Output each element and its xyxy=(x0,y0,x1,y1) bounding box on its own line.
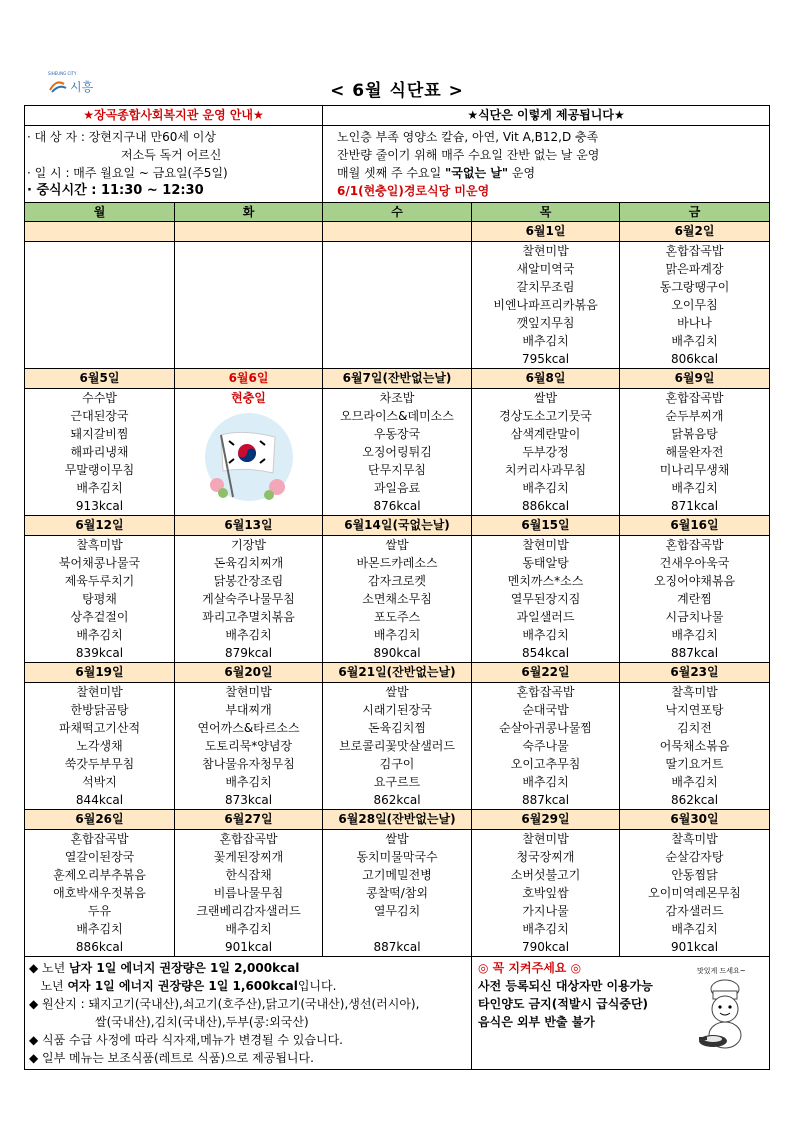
menu-item: 게살숙주나물무침 xyxy=(202,592,295,606)
date-row xyxy=(25,369,770,389)
menu-item: 멘치까스*소스 xyxy=(507,574,584,588)
menu-item: 파채떡고기산적 xyxy=(58,721,141,735)
menu-item: 쑥갓두부무침 xyxy=(64,757,135,771)
menu-cell-fri xyxy=(620,242,770,369)
menu-item: 시금치나물 xyxy=(665,610,724,624)
menu-item: 훈제오리부추볶음 xyxy=(53,868,146,882)
menu-item: 삼색계란말이 xyxy=(510,427,581,441)
menu-item: 돼지갈비찜 xyxy=(70,427,129,441)
menu-item: 치커리사과무침 xyxy=(504,463,587,477)
menu-item: 김구이 xyxy=(379,757,415,771)
menu-item: 두유 xyxy=(87,904,112,918)
date-cell-wed xyxy=(323,222,472,242)
target-line: · 대 상 자 : 장현지구내 만60세 이상 xyxy=(27,130,216,144)
weekday-fri: 금 xyxy=(620,203,770,222)
menu-item: 계란찜 xyxy=(677,592,712,606)
menu-item: 오이고추무침 xyxy=(510,757,581,771)
menu-cell-wed xyxy=(323,242,472,369)
menu-item: 소면채소무침 xyxy=(362,592,432,606)
menu-item: 배추김치 xyxy=(671,334,718,348)
menu-item: 찰흑미밥 xyxy=(671,832,718,846)
menu-cell-tue xyxy=(175,830,323,957)
menu-item: 동태알탕 xyxy=(522,556,569,570)
menu-item: 요구르트 xyxy=(373,775,421,789)
rule-registered: 사전 등록되신 대상자만 이용가능 xyxy=(478,979,653,993)
menu-item: 새알미역국 xyxy=(516,262,575,276)
nutrition-line: 노인층 부족 영양소 칼슘, 아연, Vit A,B12,D 충족 xyxy=(337,130,599,144)
menu-item: 깻잎지무침 xyxy=(516,316,575,330)
menu-cell-wed xyxy=(323,536,472,663)
date-row xyxy=(25,222,770,242)
menu-cell-mon xyxy=(25,389,175,516)
page-title: < 6월 식단표 > xyxy=(330,81,464,101)
menu-item: 바몬드카레소스 xyxy=(356,556,438,570)
calorie-value: 890kcal xyxy=(373,646,421,660)
male-energy-note: ◆ 노년 남자 1일 에너지 권장량은 1일 2,000kcal xyxy=(29,961,300,975)
menu-item: 찰현미밥 xyxy=(522,244,569,258)
menu-item: 크랜베리감자샐러드 xyxy=(196,904,301,918)
date-cell-fri: 6월30일 xyxy=(620,810,770,830)
menu-cell-wed xyxy=(323,389,472,516)
menu-item: 오므라이스&데미소스 xyxy=(340,409,454,423)
date-cell-mon: 6월19일 xyxy=(25,663,175,683)
menu-item: 꽃게된장찌개 xyxy=(213,850,284,864)
meal-info-header: ★식단은 이렇게 제공됩니다★ xyxy=(323,106,770,126)
menu-item: 숙주나물 xyxy=(522,739,569,753)
center-info xyxy=(25,126,323,203)
menu-item: 비름나물무침 xyxy=(213,886,284,900)
menu-item: 배추김치 xyxy=(671,922,718,936)
date-cell-wed: 6월28일(잔반없는날) xyxy=(323,810,472,830)
menu-item: 과일음료 xyxy=(373,481,421,495)
calorie-value: 886kcal xyxy=(521,499,570,513)
menu-item: 동치미물막국수 xyxy=(356,850,438,864)
menu-item: 포도주스 xyxy=(373,610,421,624)
date-cell-tue: 6월6일 xyxy=(175,369,323,389)
menu-item: 경상도소고기뭇국 xyxy=(499,409,592,423)
weekday-header-row xyxy=(25,203,770,222)
date-cell-thu: 6월29일 xyxy=(472,810,620,830)
lunch-hours: · 중식시간 : 11:30 ~ 12:30 xyxy=(27,183,204,198)
menu-item: 닭봉간장조림 xyxy=(213,574,284,588)
menu-item: 바나나 xyxy=(677,316,712,330)
date-cell-fri: 6월23일 xyxy=(620,663,770,683)
date-cell-thu: 6월15일 xyxy=(472,516,620,536)
menu-cell-thu xyxy=(472,830,620,957)
meal-info xyxy=(323,126,770,203)
menu-item: 도토리묵*양념장 xyxy=(204,739,293,753)
menu-item: 찰현미밥 xyxy=(522,832,569,846)
calorie-value: 806kcal xyxy=(670,352,719,366)
menu-item: 순두부찌개 xyxy=(665,409,724,423)
menu-item: 탕평채 xyxy=(82,592,117,606)
menu-item: 청국장찌개 xyxy=(516,850,575,864)
menu-item: 혼합잡곡밥 xyxy=(665,538,724,552)
calorie-value: 844kcal xyxy=(75,793,124,807)
menu-row xyxy=(25,830,770,957)
menu-cell-mon xyxy=(25,536,175,663)
weekday-wed: 수 xyxy=(323,203,472,222)
menu-item: 감자크로켓 xyxy=(368,574,426,588)
menu-item: 한식잡채 xyxy=(225,868,272,882)
menu-item: 순대국밥 xyxy=(522,703,569,717)
menu-item: 시래기된장국 xyxy=(362,703,432,717)
menu-item: 배추김치 xyxy=(225,775,272,789)
menu-item: 열무된장지짐 xyxy=(510,592,581,606)
menu-item: 배추김치 xyxy=(76,922,123,936)
menu-item: 근대된장국 xyxy=(70,409,129,423)
menu-item: 쌀밥 xyxy=(533,391,558,405)
menu-cell-mon xyxy=(25,683,175,810)
calorie-value: 790kcal xyxy=(521,940,570,954)
calorie-value: 862kcal xyxy=(670,793,719,807)
menu-item: 두부강정 xyxy=(522,445,569,459)
calorie-value: 879kcal xyxy=(224,646,273,660)
menu-item: 쌀밥 xyxy=(385,538,409,552)
menu-row xyxy=(25,536,770,663)
menu-item: 단무지무침 xyxy=(368,463,426,477)
menu-item: 콩찰떡/참외 xyxy=(366,886,429,900)
menu-item: 어묵채소볶음 xyxy=(659,739,730,753)
menu-item: 배추김치 xyxy=(522,775,569,789)
menu-item: 배추김치 xyxy=(522,628,569,642)
female-energy-note: 노년 여자 1일 에너지 권장량은 1일 1,600kcal입니다. xyxy=(29,979,337,993)
menu-item: 혼합잡곡밥 xyxy=(70,832,129,846)
menu-item: 딸기요거트 xyxy=(665,757,724,771)
no-leftover-line: 잔반량 줄이기 위해 매주 수요일 잔반 없는 날 운영 xyxy=(337,148,600,162)
calorie-value: 862kcal xyxy=(373,793,421,807)
menu-item: 해파리냉채 xyxy=(70,445,129,459)
meal-plan-table xyxy=(24,105,770,1070)
menu-item: 갈치무조림 xyxy=(516,280,575,294)
menu-item: 상추겉절이 xyxy=(70,610,129,624)
date-row xyxy=(25,663,770,683)
menu-item: 오이미역레몬무침 xyxy=(648,886,741,900)
menu-cell-wed xyxy=(323,830,472,957)
menu-item: 제육두루치기 xyxy=(64,574,135,588)
menu-item: 배추김치 xyxy=(76,481,123,495)
menu-item: 연어까스&타르소스 xyxy=(197,721,300,735)
menu-item: 배추김치 xyxy=(671,775,718,789)
menu-item: 우동장국 xyxy=(373,427,421,441)
calorie-value: 876kcal xyxy=(373,499,421,513)
menu-item: 차조밥 xyxy=(379,391,415,405)
calorie-value: 887kcal xyxy=(373,940,421,954)
menu-item: 석박지 xyxy=(82,775,117,789)
rule-no-takeout: 음식은 외부 반출 불가 xyxy=(478,1015,595,1029)
menu-item: 순살아귀콩나물찜 xyxy=(499,721,592,735)
menu-item: 김치전 xyxy=(677,721,712,735)
menu-row xyxy=(25,389,770,516)
menu-cell-fri xyxy=(620,830,770,957)
retro-food-note: ◆ 일부 메뉴는 보조식품(레트로 식품)으로 제공됩니다. xyxy=(29,1051,314,1065)
menu-item: 찰흑미밥 xyxy=(76,538,123,552)
menu-item: 쌀밥 xyxy=(385,832,409,846)
menu-item: 배추김치 xyxy=(225,922,272,936)
date-cell-wed: 6월21일(잔반없는날) xyxy=(323,663,472,683)
date-row xyxy=(25,810,770,830)
menu-item: 배추김치 xyxy=(671,481,718,495)
menu-item: 소버섯불고기 xyxy=(510,868,581,882)
menu-item: 찰현미밥 xyxy=(225,685,272,699)
calorie-value: 886kcal xyxy=(75,940,124,954)
date-cell-thu: 6월1일 xyxy=(472,222,620,242)
menu-item: 부대찌개 xyxy=(225,703,272,717)
menu-cell-thu xyxy=(472,389,620,516)
date-cell-mon xyxy=(25,222,175,242)
weekday-tue: 화 xyxy=(175,203,323,222)
menu-item: 해물완자전 xyxy=(665,445,724,459)
calorie-value: 913kcal xyxy=(75,499,124,513)
menu-item: 맑은파계장 xyxy=(665,262,724,276)
svg-text:SIHEUNG CITY: SIHEUNG CITY xyxy=(48,71,77,76)
menu-item: 동그랑땡구이 xyxy=(659,280,730,294)
menu-cell-tue xyxy=(175,536,323,663)
calorie-value: 871kcal xyxy=(670,499,719,513)
menu-item: 배추김치 xyxy=(373,628,421,642)
calorie-value: 887kcal xyxy=(521,793,570,807)
menu-item: 열갈이된장국 xyxy=(64,850,135,864)
menu-item: 오징어야채볶음 xyxy=(653,574,736,588)
logo-text: 시흥 xyxy=(70,80,94,94)
menu-item: 돈육김치찜 xyxy=(368,721,426,735)
menu-item: 순살감자탕 xyxy=(665,850,724,864)
menu-item: 찰현미밥 xyxy=(76,685,123,699)
menu-item: 낙지연포탕 xyxy=(665,703,724,717)
menu-item: 무말랭이무침 xyxy=(64,463,135,477)
menu-item: 수수밥 xyxy=(82,391,117,405)
date-cell-fri: 6월16일 xyxy=(620,516,770,536)
menu-cell-mon xyxy=(25,242,175,369)
calorie-value: 887kcal xyxy=(670,646,719,660)
calorie-value: 854kcal xyxy=(521,646,570,660)
origin-note-2: 쌀(국내산),김치(국내산),두부(콩:외국산) xyxy=(95,1015,309,1029)
calorie-value: 873kcal xyxy=(224,793,273,807)
menu-item xyxy=(323,920,471,938)
menu-item: 쌀밥 xyxy=(385,685,409,699)
chef-mascot-image xyxy=(691,963,761,1053)
menu-item: 건새우아욱국 xyxy=(659,556,730,570)
menu-item: 안동찜닭 xyxy=(671,868,718,882)
calorie-value: 839kcal xyxy=(75,646,124,660)
menu-cell-fri xyxy=(620,683,770,810)
calorie-value: 901kcal xyxy=(670,940,719,954)
date-cell-fri: 6월9일 xyxy=(620,369,770,389)
menu-item: 배추김치 xyxy=(225,628,272,642)
date-cell-tue: 6월20일 xyxy=(175,663,323,683)
menu-item: 배추김치 xyxy=(522,334,569,348)
menu-item: 감자샐러드 xyxy=(665,904,724,918)
date-cell-wed: 6월14일(국없는날) xyxy=(323,516,472,536)
rules-box xyxy=(472,957,770,1070)
rules-title: ◎ 꼭 지켜주세요 ◎ xyxy=(478,961,582,975)
menu-cell-mon xyxy=(25,830,175,957)
menu-cell-tue xyxy=(175,683,323,810)
menu-item: 미나리무생채 xyxy=(659,463,730,477)
calorie-value: 901kcal xyxy=(224,940,273,954)
menu-item: 혼합잡곡밥 xyxy=(516,685,575,699)
no-soup-line: 매월 셋째 주 수요일 "국없는 날" 운영 xyxy=(337,166,536,180)
menu-cell-fri xyxy=(620,389,770,516)
menu-row xyxy=(25,242,770,369)
menu-item: 한방닭곰탕 xyxy=(70,703,129,717)
menu-item: 비엔나파프리카볶음 xyxy=(493,298,598,312)
menu-cell-wed xyxy=(323,683,472,810)
mascot-caption: 맛있게 드세요~ xyxy=(697,967,746,975)
date-cell-tue: 6월27일 xyxy=(175,810,323,830)
menu-cell-thu xyxy=(472,536,620,663)
menu-row xyxy=(25,683,770,810)
menu-item: 배추김치 xyxy=(522,481,569,495)
weekday-thu: 목 xyxy=(472,203,620,222)
menu-item: 배추김치 xyxy=(671,628,718,642)
menu-cell-thu xyxy=(472,242,620,369)
menu-item: 혼합잡곡밥 xyxy=(219,832,278,846)
nutrition-notes xyxy=(25,957,472,1070)
menu-item: 꽈리고추멸치볶음 xyxy=(202,610,295,624)
rule-no-transfer: 타인양도 금지(적발시 급식중단) xyxy=(478,997,649,1011)
menu-item: 혼합잡곡밥 xyxy=(665,391,724,405)
holiday-label: 현충일 xyxy=(231,391,266,405)
menu-item: 돈육김치찌개 xyxy=(213,556,284,570)
calorie-value: 795kcal xyxy=(521,352,570,366)
menu-item: 애호박새우젓볶음 xyxy=(53,886,146,900)
menu-item: 노각생채 xyxy=(76,739,123,753)
menu-item: 혼합잡곡밥 xyxy=(665,244,724,258)
menu-item: 오징어링튀김 xyxy=(362,445,432,459)
menu-item: 찰흑미밥 xyxy=(671,685,718,699)
date-cell-mon: 6월12일 xyxy=(25,516,175,536)
date-cell-thu: 6월22일 xyxy=(472,663,620,683)
target-line-2: 저소득 독거 어르신 xyxy=(121,148,222,162)
menu-item: 과일샐러드 xyxy=(516,610,575,624)
menu-item: 참나물유자청무침 xyxy=(202,757,295,771)
weekday-mon: 월 xyxy=(25,203,175,222)
menu-cell-fri xyxy=(620,536,770,663)
menu-item: 브로콜리꽃맛살샐러드 xyxy=(339,739,455,753)
menu-item: 찰현미밥 xyxy=(522,538,569,552)
date-cell-mon: 6월5일 xyxy=(25,369,175,389)
menu-item: 닭볶음탕 xyxy=(671,427,718,441)
menu-item: 기장밥 xyxy=(231,538,266,552)
origin-note: ◆ 원산지 : 돼지고기(국내산),쇠고기(호주산),닭고기(국내산),생선(러시아), xyxy=(29,997,420,1011)
korean-flag-image xyxy=(203,411,295,503)
date-cell-tue xyxy=(175,222,323,242)
change-note: ◆ 식품 수급 사정에 따라 식자재,메뉴가 변경될 수 있습니다. xyxy=(29,1033,343,1047)
schedule-line: · 일 시 : 매주 월요일 ~ 금요일(주5일) xyxy=(27,166,228,180)
menu-cell-tue xyxy=(175,389,323,516)
date-cell-thu: 6월8일 xyxy=(472,369,620,389)
menu-cell-tue xyxy=(175,242,323,369)
center-info-header: ★장곡종합사회복지관 운영 안내★ xyxy=(25,106,323,126)
menu-item: 가지나물 xyxy=(522,904,569,918)
menu-item: 고기메밀전병 xyxy=(362,868,432,882)
closure-notice: 6/1(현충일)경로식당 미운영 xyxy=(337,184,490,198)
date-cell-fri: 6월2일 xyxy=(620,222,770,242)
menu-cell-thu xyxy=(472,683,620,810)
date-cell-wed: 6월7일(잔반없는날) xyxy=(323,369,472,389)
menu-item: 배추김치 xyxy=(522,922,569,936)
menu-item: 배추김치 xyxy=(76,628,123,642)
menu-item: 호박잎쌈 xyxy=(522,886,569,900)
date-cell-mon: 6월26일 xyxy=(25,810,175,830)
menu-item: 북어채콩나물국 xyxy=(58,556,141,570)
menu-item: 열무김치 xyxy=(373,904,421,918)
date-cell-tue: 6월13일 xyxy=(175,516,323,536)
date-row xyxy=(25,516,770,536)
menu-item: 오이무침 xyxy=(671,298,718,312)
